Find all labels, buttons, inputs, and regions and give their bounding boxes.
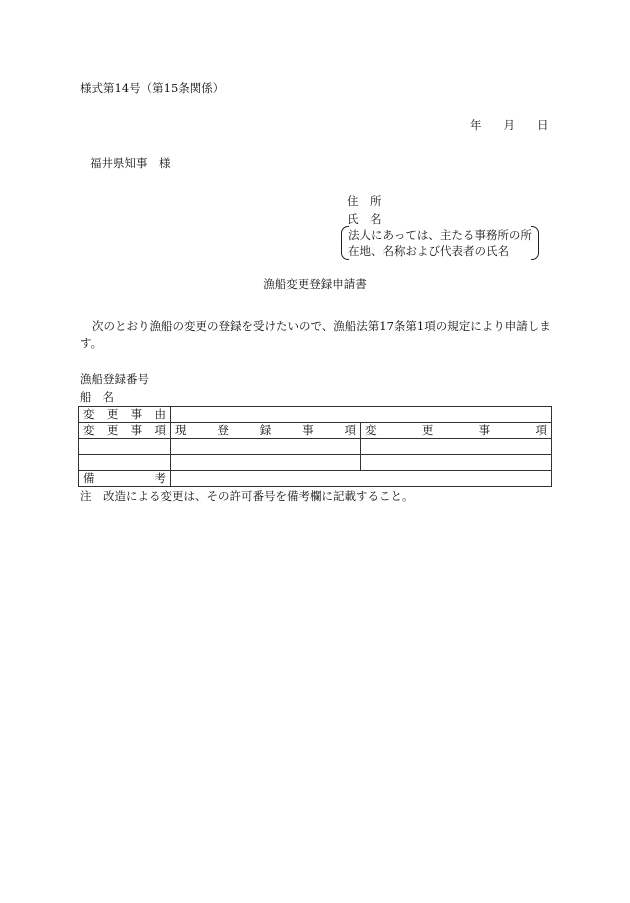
corporate-note-line2: 在地、名称および代表者の氏名	[348, 244, 509, 258]
ship-name-label: 船名	[80, 390, 125, 404]
change-item-text: 変 更 事 項	[83, 423, 166, 437]
blank-cell	[361, 455, 552, 471]
change-reason-text: 変 更 事 由	[83, 407, 166, 421]
date-day: 日	[537, 118, 549, 132]
table-row	[79, 471, 552, 487]
change-items-header	[361, 423, 552, 439]
change-reason-label	[79, 407, 171, 423]
address-label: 住 所	[347, 194, 382, 208]
corporate-note-line1: 法人にあっては、主たる事務所の所	[348, 228, 532, 242]
table-row	[79, 439, 552, 455]
table-row	[79, 455, 552, 471]
blank-cell	[79, 455, 171, 471]
addressee: 福井県知事 様	[90, 156, 171, 170]
change-items-text: 変 更 事 項	[365, 423, 547, 437]
footnote: 注 改造による変更は、その許可番号を備考欄に記載すること。	[80, 489, 414, 503]
remarks-label	[79, 471, 171, 487]
current-registration-text: 現 登 録 事 項	[175, 423, 356, 437]
current-registration-header	[171, 423, 361, 439]
document-title: 漁船変更登録申請書	[263, 277, 367, 291]
remarks-text: 備 考	[83, 471, 166, 485]
corporate-note-bracket	[341, 226, 539, 260]
table-row	[79, 423, 552, 439]
registration-number-label: 漁船登録番号	[80, 372, 149, 386]
date-line	[452, 119, 553, 133]
date-year: 年	[470, 118, 482, 132]
blank-cell	[361, 439, 552, 455]
blank-cell	[171, 439, 361, 455]
change-reason-cell	[171, 407, 552, 423]
change-table	[78, 406, 552, 487]
change-item-label	[79, 423, 171, 439]
form-number: 様式第14号（第15条関係）	[80, 81, 225, 95]
remarks-cell	[171, 471, 552, 487]
blank-cell	[79, 439, 171, 455]
body-text: 次のとおり漁船の変更の登録を受けたいので、漁船法第17条第1項の規定により申請します。	[80, 319, 551, 350]
blank-cell	[171, 455, 361, 471]
date-month: 月	[503, 118, 515, 132]
name-label: 氏 名	[347, 212, 382, 226]
table-row	[79, 407, 552, 423]
